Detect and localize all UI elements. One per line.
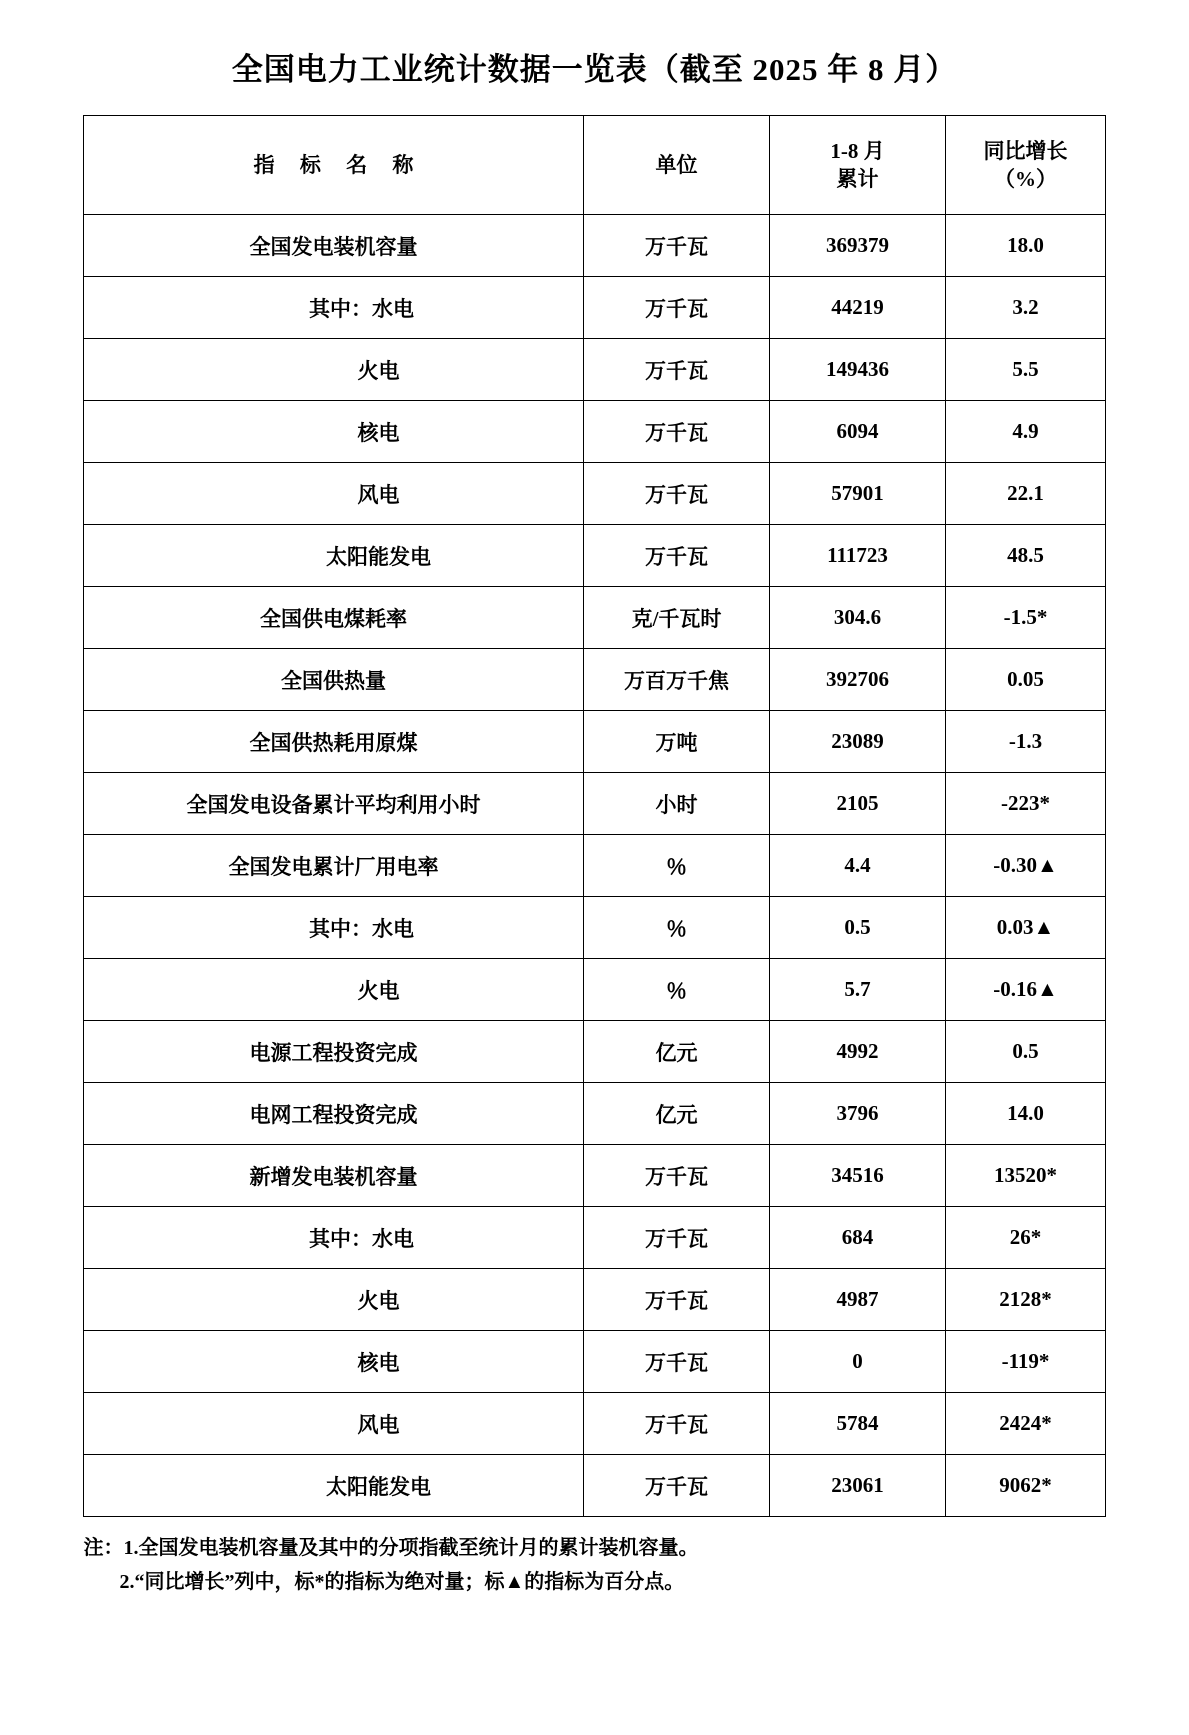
row-yoy-value: 14.0	[946, 1083, 1106, 1145]
row-unit: ％	[584, 897, 770, 959]
row-yoy-value: 5.5	[946, 339, 1106, 401]
row-unit: 万千瓦	[584, 1455, 770, 1517]
row-yoy-value: 0.5	[946, 1021, 1106, 1083]
row-cumulative-value: 4992	[770, 1021, 946, 1083]
row-unit: ％	[584, 959, 770, 1021]
table-row	[84, 959, 1106, 1021]
row-unit: 万吨	[584, 711, 770, 773]
row-unit: 万千瓦	[584, 1331, 770, 1393]
row-indicator-name: 火电	[84, 959, 584, 1021]
power-statistics-table	[83, 115, 1106, 1517]
row-cumulative-value: 684	[770, 1207, 946, 1269]
row-yoy-value: 2128*	[946, 1269, 1106, 1331]
row-yoy-value: 0.05	[946, 649, 1106, 711]
row-indicator-name: 电网工程投资完成	[84, 1083, 584, 1145]
row-yoy-value: 3.2	[946, 277, 1106, 339]
row-indicator-name: 火电	[84, 1269, 584, 1331]
row-indicator-name: 全国供电煤耗率	[84, 587, 584, 649]
page-title: 全国电力工业统计数据一览表（截至 2025 年 8 月）	[231, 52, 958, 87]
table-row	[84, 587, 1106, 649]
table-notes	[84, 1531, 1106, 1599]
table-row	[84, 1393, 1106, 1455]
table-row	[84, 1455, 1106, 1517]
row-yoy-value: -1.3	[946, 711, 1106, 773]
table-row	[84, 1207, 1106, 1269]
row-yoy-value: 26*	[946, 1207, 1106, 1269]
row-unit: 万千瓦	[584, 1269, 770, 1331]
row-unit: 小时	[584, 773, 770, 835]
column-header-unit-label: 单位	[655, 152, 698, 177]
row-unit: 亿元	[584, 1021, 770, 1083]
row-cumulative-value: 2105	[770, 773, 946, 835]
table-header	[84, 116, 1106, 215]
row-unit: 万千瓦	[584, 215, 770, 277]
row-unit: 万百万千焦	[584, 649, 770, 711]
row-cumulative-value: 0.5	[770, 897, 946, 959]
row-yoy-value: -1.5*	[946, 587, 1106, 649]
row-indicator-name: 全国供热耗用原煤	[84, 711, 584, 773]
row-cumulative-value: 57901	[770, 463, 946, 525]
row-unit: 万千瓦	[584, 401, 770, 463]
row-unit: 克/千瓦时	[584, 587, 770, 649]
row-indicator-name: 核电	[84, 401, 584, 463]
column-header-cumulative-line1: 1-8 月	[830, 138, 885, 163]
table-row	[84, 1331, 1106, 1393]
row-unit: 万千瓦	[584, 339, 770, 401]
table-header-row	[84, 116, 1106, 215]
row-unit: 亿元	[584, 1083, 770, 1145]
row-indicator-name: 新增发电装机容量	[84, 1145, 584, 1207]
row-yoy-value: 18.0	[946, 215, 1106, 277]
table-row	[84, 277, 1106, 339]
row-unit: ％	[584, 835, 770, 897]
note-line-1: 注：1.全国发电装机容量及其中的分项指截至统计月的累计装机容量。	[83, 1537, 699, 1559]
row-yoy-value: 22.1	[946, 463, 1106, 525]
column-header-indicator	[84, 116, 584, 215]
row-unit: 万千瓦	[584, 525, 770, 587]
row-indicator-name: 火电	[84, 339, 584, 401]
column-header-cumulative-line2: 累计	[836, 167, 879, 191]
row-cumulative-value: 5.7	[770, 959, 946, 1021]
table-body	[84, 215, 1106, 1517]
row-indicator-name: 其中：水电	[84, 897, 584, 959]
row-cumulative-value: 0	[770, 1331, 946, 1393]
table-row	[84, 711, 1106, 773]
row-cumulative-value: 304.6	[770, 587, 946, 649]
row-indicator-name: 电源工程投资完成	[84, 1021, 584, 1083]
row-yoy-value: -0.30▲	[946, 835, 1106, 897]
table-row	[84, 649, 1106, 711]
row-unit: 万千瓦	[584, 1207, 770, 1269]
column-header-indicator-label: 指 标 名 称	[253, 152, 424, 177]
table-row	[84, 525, 1106, 587]
table-row	[84, 897, 1106, 959]
table-row	[84, 1021, 1106, 1083]
table-row	[84, 773, 1106, 835]
row-unit: 万千瓦	[584, 1393, 770, 1455]
row-yoy-value: 4.9	[946, 401, 1106, 463]
table-row	[84, 1083, 1106, 1145]
table-row	[84, 1269, 1106, 1331]
row-yoy-value: 9062*	[946, 1455, 1106, 1517]
row-cumulative-value: 111723	[770, 525, 946, 587]
row-cumulative-value: 149436	[770, 339, 946, 401]
row-cumulative-value: 4.4	[770, 835, 946, 897]
row-indicator-name: 太阳能发电	[84, 525, 584, 587]
table-row	[84, 1145, 1106, 1207]
row-yoy-value: -119*	[946, 1331, 1106, 1393]
column-header-yoy-line2: （%）	[994, 167, 1057, 191]
row-unit: 万千瓦	[584, 1145, 770, 1207]
table-row	[84, 835, 1106, 897]
table-row	[84, 215, 1106, 277]
row-cumulative-value: 3796	[770, 1083, 946, 1145]
row-cumulative-value: 4987	[770, 1269, 946, 1331]
row-yoy-value: -0.16▲	[946, 959, 1106, 1021]
row-yoy-value: 48.5	[946, 525, 1106, 587]
row-cumulative-value: 369379	[770, 215, 946, 277]
row-indicator-name: 风电	[84, 463, 584, 525]
column-header-yoy-line1: 同比增长	[983, 138, 1068, 163]
row-indicator-name: 风电	[84, 1393, 584, 1455]
row-indicator-name: 全国发电装机容量	[84, 215, 584, 277]
row-yoy-value: 0.03▲	[946, 897, 1106, 959]
row-yoy-value: -223*	[946, 773, 1106, 835]
row-unit: 万千瓦	[584, 277, 770, 339]
row-cumulative-value: 34516	[770, 1145, 946, 1207]
column-header-cumulative	[770, 116, 946, 215]
table-row	[84, 463, 1106, 525]
table-row	[84, 339, 1106, 401]
row-indicator-name: 全国发电累计厂用电率	[84, 835, 584, 897]
row-yoy-value: 2424*	[946, 1393, 1106, 1455]
row-cumulative-value: 6094	[770, 401, 946, 463]
row-cumulative-value: 392706	[770, 649, 946, 711]
row-cumulative-value: 23061	[770, 1455, 946, 1517]
row-indicator-name: 其中：水电	[84, 1207, 584, 1269]
row-cumulative-value: 23089	[770, 711, 946, 773]
row-indicator-name: 全国发电设备累计平均利用小时	[84, 773, 584, 835]
row-indicator-name: 其中：水电	[84, 277, 584, 339]
row-indicator-name: 核电	[84, 1331, 584, 1393]
row-indicator-name: 太阳能发电	[84, 1455, 584, 1517]
note-line-2: 2.“同比增长”列中，标*的指标为绝对量；标▲的指标为百分点。	[119, 1571, 685, 1593]
row-indicator-name: 全国供热量	[84, 649, 584, 711]
row-cumulative-value: 5784	[770, 1393, 946, 1455]
row-yoy-value: 13520*	[946, 1145, 1106, 1207]
table-row	[84, 401, 1106, 463]
column-header-unit	[584, 116, 770, 215]
column-header-yoy	[946, 116, 1106, 215]
row-cumulative-value: 44219	[770, 277, 946, 339]
row-unit: 万千瓦	[584, 463, 770, 525]
